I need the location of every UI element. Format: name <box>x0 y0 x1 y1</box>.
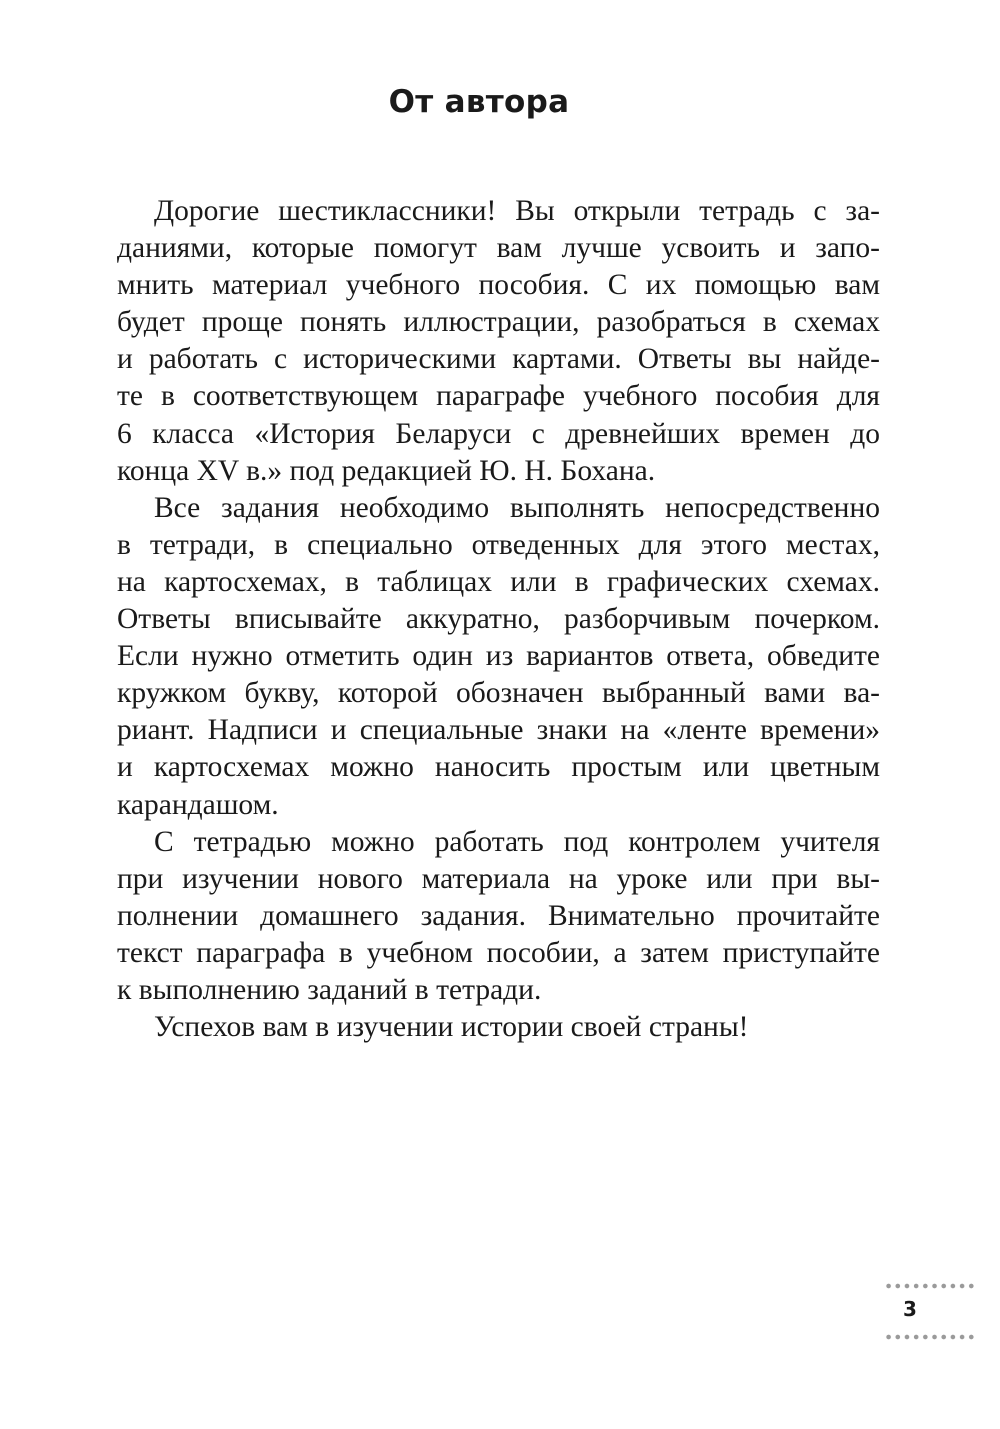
text-line: будет проще понять иллюстрации, разобраться в схемах <box>117 306 880 339</box>
text-line: те в соответствующем параграфе учебного пособия для <box>117 380 880 413</box>
text-line: С тетрадью можно работать под контролем учителя <box>154 825 880 858</box>
text-line: в тетради, в специально отведенных для этого местах, <box>117 528 880 561</box>
paragraph-3 <box>80 824 880 1009</box>
text-line: на картосхемах, в таблицах или в графических схемах. <box>117 565 880 598</box>
text-line: карандашом. <box>117 788 279 821</box>
page-number-block <box>884 1283 976 1343</box>
text-line: даниями, которые помогут вам лучше усвоить и запо- <box>117 232 880 265</box>
text-line: Дорогие шестиклассники! Вы открыли тетрадь с за- <box>154 195 880 227</box>
text-line: 6 класса «История Беларуси с древнейших времен до <box>117 417 880 450</box>
text-line: мнить материал учебного пособия. С их помощью вам <box>117 269 880 302</box>
text-line: Если нужно отметить один из вариантов ответа, обведите <box>117 640 880 673</box>
text-line: к выполнению заданий в тетради. <box>117 973 542 1006</box>
text-line: и картосхемах можно наносить простым или цветным <box>117 751 880 784</box>
text-line: Успехов вам в изучении истории своей страны! <box>154 1011 749 1044</box>
paragraph-2 <box>80 490 880 824</box>
text-line: текст параграфа в учебном пособии, а затем приступайте <box>117 936 880 969</box>
text-line: кружком букву, которой обозначен выбранный вами ва- <box>117 677 880 710</box>
body-text <box>80 193 880 1046</box>
dotted-rule-top <box>884 1283 976 1289</box>
text-line: при изучении нового материала на уроке или при вы- <box>117 862 880 895</box>
paragraph-1 <box>80 193 880 490</box>
text-line: Все задания необходимо выполнять непосредственно <box>154 491 880 524</box>
dotted-rule-bottom <box>884 1334 976 1340</box>
text-line: конца XV в.» под редакцией Ю. Н. Бохана. <box>117 454 656 487</box>
page-title: От автора <box>388 84 570 120</box>
text-line: риант. Надписи и специальные знаки на «ленте времени» <box>117 714 880 747</box>
text-line: Ответы вписывайте аккуратно, разборчивым почерком. <box>117 603 880 636</box>
paragraph-4 <box>80 1009 880 1046</box>
page-number: 3 <box>903 1297 917 1321</box>
text-line: полнении домашнего задания. Внимательно прочитайте <box>117 899 880 932</box>
text-line: и работать с историческими картами. Ответы вы найде- <box>117 343 880 376</box>
